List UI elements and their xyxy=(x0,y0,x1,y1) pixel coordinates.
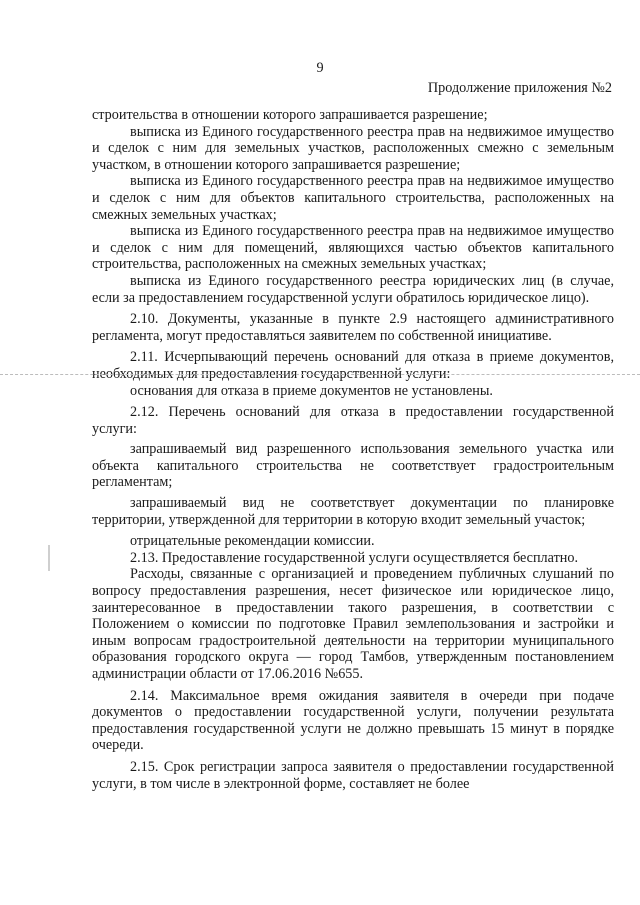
paragraph-refusal-regulations: запрашиваемый вид разрешенного использования земельного участка или объекта капитального строительства не соответствует градостроительным регламентам; xyxy=(92,441,614,491)
paragraph-refusal-planning: запрашиваемый вид не соответствует документации по планировке территории, утвержденной для территории в которую входит земельный участок; xyxy=(92,495,614,528)
appendix-header: Продолжение приложения №2 xyxy=(427,80,612,96)
page-number: 9 xyxy=(316,60,324,76)
paragraph-extract-capital-objects: выписка из Единого государственного реестра прав на недвижимое имущество и сделок с ним для объектов капитального строительства, расположенных на смежных земельных участках; xyxy=(92,173,614,223)
paragraph-2-13: 2.13. Предоставление государственной услуги осуществляется бесплатно. xyxy=(130,549,579,566)
scan-artifact-line xyxy=(0,374,640,375)
paragraph-extract-legal-entities: выписка из Единого государственного реестра юридических лиц (в случае, если за предоставлением государственной услуги обратилось юридическое лицо). xyxy=(92,272,614,306)
paragraph-extract-premises: выписка из Единого государственного реестра прав на недвижимое имущество и сделок с ним для помещений, являющихся частью объектов капитального строительства, расположенных на смежных земельных участках; xyxy=(92,223,614,273)
paragraph-2-14: 2.14. Максимальное время ожидания заявителя в очереди при подаче документов о предоставлении государственной услуги, получении результата предоставления государственной услуги не должно превышать 15 минут в порядке очереди. xyxy=(92,687,614,754)
paragraph-2-10: 2.10. Документы, указанные в пункте 2.9 настоящего административного регламента, могут предоставляться заявителем по собственной инициативе. xyxy=(92,311,614,344)
paragraph-2-12: 2.12. Перечень оснований для отказа в предоставлении государственной услуги: xyxy=(92,404,614,437)
paragraph-no-refusal-grounds: основания для отказа в приеме документов не установлены. xyxy=(130,382,493,399)
paragraph-extract-adjacent-plots: выписка из Единого государственного реестра прав на недвижимое имущество и сделок с ним для земельных участков, расположенных смежно с земельным участком, в отношении которого запрашивается разрешение; xyxy=(92,123,614,173)
paragraph-commission-recommendations: отрицательные рекомендации комиссии. xyxy=(130,533,375,550)
scan-artifact-mark xyxy=(48,545,50,571)
paragraph-2-15: 2.15. Срок регистрации запроса заявителя о предоставлении государственной услуги, в том числе в электронной форме, составляет не более xyxy=(92,758,614,792)
paragraph-hearing-expenses: Расходы, связанные с организацией и проведением публичных слушаний по вопросу предоставления разрешения, несет физическое или юридическое лицо, заинтересованное в предоставлении такого разрешения, в соответствии с Положением о комиссии по подготовке Правил землепользования и застройки и иным вопросам градостроительной деятельности на территории муниципального образования городского округа — город Тамбов, утвержденным постановлением администрации области от 17.06.2016 №655. xyxy=(92,566,614,682)
document-body xyxy=(92,107,614,792)
paragraph-continuation: строительства в отношении которого запрашивается разрешение; xyxy=(92,107,488,123)
paragraph-2-11: 2.11. Исчерпывающий перечень оснований для отказа в приеме документов, необходимых для предоставления государственной услуги: xyxy=(92,349,614,382)
